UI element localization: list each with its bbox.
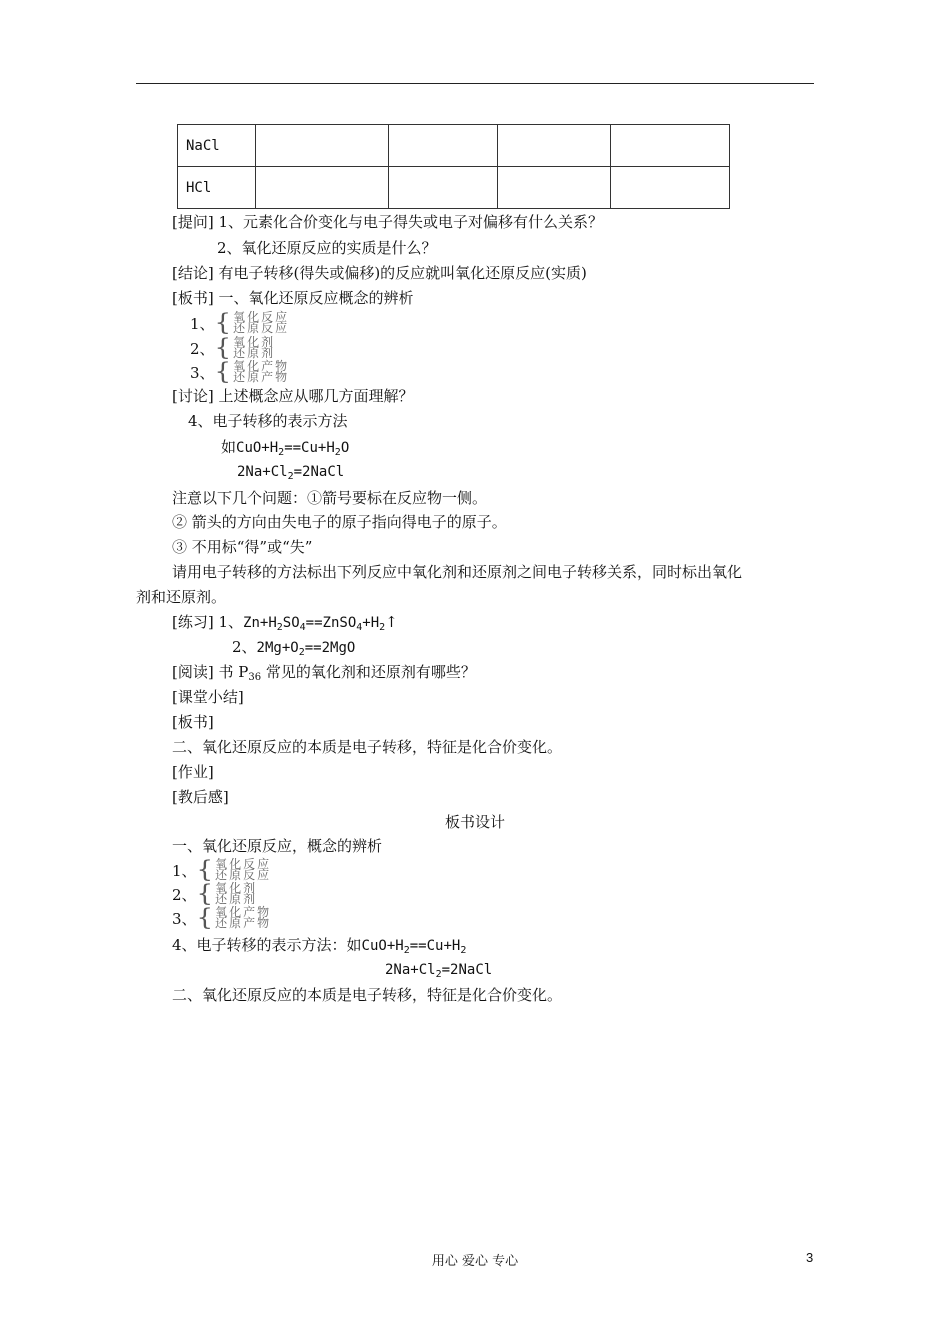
conclusion: [结论] 有电子转移(得失或偏移)的反应就叫氧化还原反应(实质) bbox=[172, 264, 587, 282]
practice-1: [练习] 1、$Zn+H_2SO_4==ZnSO_4+H_2↑$ bbox=[172, 613, 398, 633]
table-row bbox=[178, 125, 730, 167]
group-number: 1、 bbox=[172, 861, 197, 880]
brace-icon: { bbox=[214, 334, 232, 362]
design-nacl: $2Na+Cl_2=2NaCl$ bbox=[385, 962, 493, 980]
design-title: 板书设计 bbox=[444, 813, 505, 831]
table-cell bbox=[611, 125, 730, 167]
discussion: [讨论] 上述概念应从哪几方面理解？ bbox=[172, 387, 414, 405]
design-1: 一、氧化还原反应，概念的辨析 bbox=[172, 837, 383, 855]
table-row bbox=[178, 167, 730, 209]
item-4: 4、电子转移的表示方法 bbox=[188, 412, 348, 430]
brace-icon: { bbox=[196, 904, 214, 932]
essence-2: 二、氧化还原反应的本质是电子转移，特征是化合价变化。 bbox=[172, 986, 563, 1004]
table-cell bbox=[256, 125, 389, 167]
group-number: 2、 bbox=[190, 339, 215, 358]
board-heading-2: [板书] bbox=[172, 713, 214, 731]
row-label: HCl bbox=[178, 167, 256, 209]
concept-top: 氧化产物 bbox=[233, 359, 290, 373]
design-group-1: 1、 { 氧化反应 还原反应 bbox=[172, 856, 272, 884]
task-line-1: 请用电子转移的方法标出下列反应中氧化剂和还原剂之间电子转移关系，同时标出氧化 bbox=[172, 563, 743, 581]
table-cell bbox=[389, 125, 498, 167]
eq-prefix: 如 bbox=[221, 438, 237, 456]
note-2: ② 箭头的方向由失电子的原子指向得电子的原子。 bbox=[172, 513, 507, 531]
concept-group-3 bbox=[190, 360, 289, 384]
concept-bottom: 还原剂 bbox=[233, 346, 276, 360]
design-group-2: 2、 { 氧化剂 还原剂 bbox=[172, 880, 258, 908]
board-heading-1: [板书] 一、氧化还原反应概念的辨析 bbox=[172, 289, 414, 307]
essence-1: 二、氧化还原反应的本质是电子转移，特征是化合价变化。 bbox=[172, 738, 563, 756]
table-cell bbox=[256, 167, 389, 209]
table-cell bbox=[498, 167, 611, 209]
brace-icon: { bbox=[196, 880, 214, 908]
summary: [课堂小结] bbox=[172, 688, 244, 706]
homework: [作业] bbox=[172, 763, 214, 781]
header-rule bbox=[136, 83, 814, 84]
concept-top: 氧化反应 bbox=[233, 310, 290, 324]
equation-cuo: 如$CuO+H_2==Cu+H_2O$ bbox=[221, 438, 350, 458]
group-number: 2、 bbox=[172, 885, 197, 904]
page-number: 3 bbox=[806, 1250, 814, 1265]
reflection: [教后感] bbox=[172, 788, 229, 806]
brace-icon: { bbox=[214, 358, 232, 386]
design-group-3: 3、 { 氧化产物 还原产物 bbox=[172, 904, 272, 932]
task-line-2: 剂和还原剂。 bbox=[136, 588, 227, 606]
brace-icon: { bbox=[214, 309, 232, 337]
table-cell bbox=[611, 167, 730, 209]
concept-group-2 bbox=[190, 336, 275, 360]
group-number: 3、 bbox=[190, 363, 215, 382]
group-number: 3、 bbox=[172, 909, 197, 928]
concept-bottom: 还原反应 bbox=[233, 321, 290, 335]
brace-icon: { bbox=[196, 856, 214, 884]
practice-2: 2、$2Mg+O_2==2MgO$ bbox=[232, 638, 356, 658]
group-number: 1、 bbox=[190, 314, 215, 333]
comparison-table bbox=[177, 124, 730, 209]
row-label: NaCl bbox=[178, 125, 256, 167]
note-3: ③ 不用标“得”或“失” bbox=[172, 538, 313, 556]
equation-nacl: $2Na+Cl_2=2NaCl$ bbox=[237, 464, 345, 482]
concept-top: 氧化剂 bbox=[233, 335, 276, 349]
question-2: 2、氧化还原反应的实质是什么？ bbox=[217, 239, 437, 257]
reading: [阅读] 书 $P_{36}$ 常见的氧化剂和还原剂有哪些？ bbox=[172, 663, 476, 683]
design-4: 4、电子转移的表示方法：如$CuO+H_2==Cu+H_2$ bbox=[172, 936, 467, 956]
table-cell bbox=[498, 125, 611, 167]
note-1: 注意以下几个问题：①箭号要标在反应物一侧。 bbox=[172, 489, 488, 507]
concept-group-1 bbox=[190, 311, 289, 335]
question-1: [提问] 1、元素化合价变化与电子得失或电子对偏移有什么关系？ bbox=[172, 213, 604, 231]
table-cell bbox=[389, 167, 498, 209]
concept-bottom: 还原产物 bbox=[233, 370, 290, 384]
footer-text: 用心 爱心 专心 bbox=[431, 1254, 519, 1269]
